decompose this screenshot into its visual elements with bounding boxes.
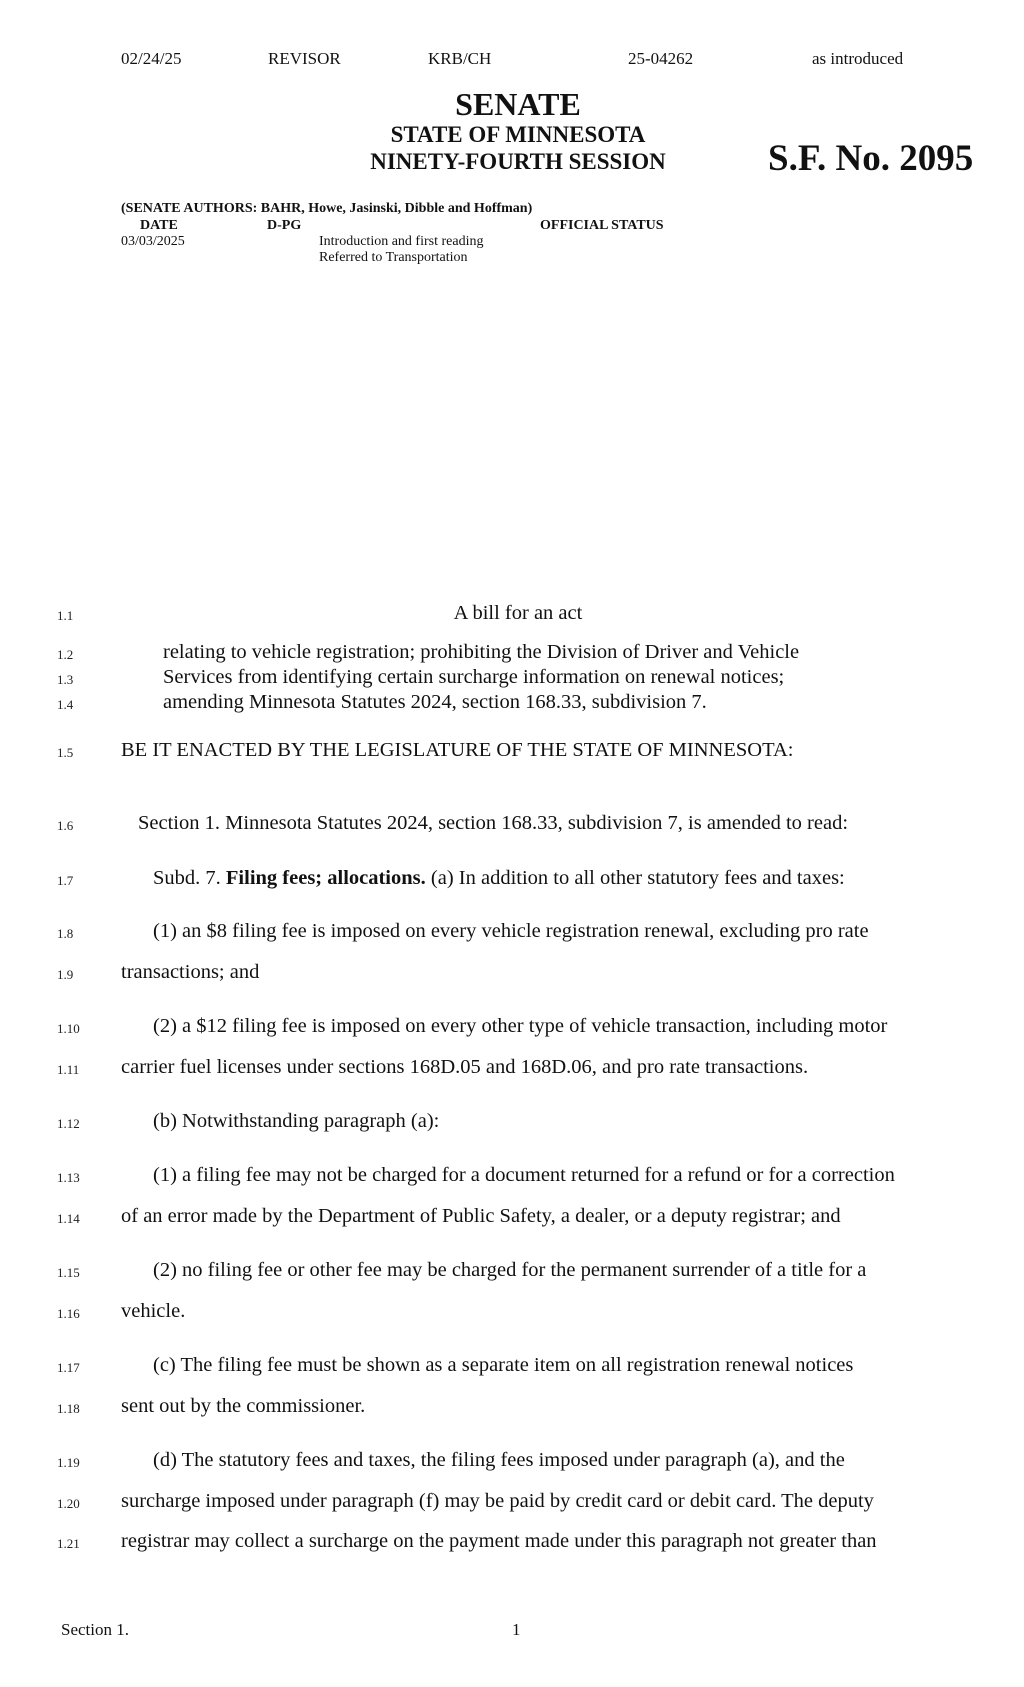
- subdivision-line: [153, 867, 845, 890]
- body-line: vehicle.: [121, 1300, 186, 1322]
- subd-heading: Filing fees; allocations.: [225, 867, 426, 889]
- body-line: (2) a $12 filing fee is imposed on every other type of vehicle transaction, including motor: [153, 1015, 888, 1037]
- state-title: STATE OF MINNESOTA: [390, 122, 646, 147]
- line-number: 1.6: [57, 818, 74, 833]
- body-line: (2) no filing fee or other fee may be charged for the permanent surrender of a title for a: [153, 1259, 867, 1281]
- line-number: 1.11: [57, 1062, 80, 1077]
- subd-prefix: Subd. 7.: [153, 867, 226, 889]
- bill-heading: A bill for an act: [453, 602, 583, 624]
- line-number: 1.19: [57, 1455, 80, 1470]
- header-version: as introduced: [812, 49, 904, 68]
- line-number: 1.13: [57, 1170, 80, 1185]
- body-line: (1) an $8 filing fee is imposed on every vehicle registration renewal, excluding pro rate: [153, 920, 869, 942]
- line-number: 1.9: [57, 967, 74, 982]
- bill-title-line: amending Minnesota Statutes 2024, section 168.33, subdivision 7.: [163, 691, 707, 713]
- line-number: 1.15: [57, 1265, 80, 1280]
- line-number: 1.18: [57, 1401, 80, 1416]
- body-line: (1) a filing fee may not be charged for a document returned for a refund or for a correction: [153, 1164, 895, 1186]
- header-doc-number: 25-04262: [628, 49, 694, 68]
- line-number: 1.1: [57, 608, 74, 623]
- dpg-column-header: D-PG: [267, 218, 302, 233]
- body-line: transactions; and: [121, 961, 260, 983]
- status-entry-2: Referred to Transportation: [319, 250, 468, 265]
- line-number: 1.17: [57, 1360, 80, 1375]
- line-number: 1.14: [57, 1211, 80, 1226]
- line-number: 1.7: [57, 873, 74, 888]
- body-line: (b) Notwithstanding paragraph (a):: [153, 1110, 440, 1132]
- date-column-header: DATE: [140, 218, 178, 233]
- header-initials: KRB/CH: [428, 49, 492, 68]
- body-line: of an error made by the Department of Public Safety, a dealer, or a deputy registrar; and: [121, 1205, 841, 1227]
- line-number: 1.4: [57, 697, 74, 712]
- section-heading: Section 1. Minnesota Statutes 2024, section 168.33, subdivision 7, is amended to read:: [138, 812, 849, 834]
- body-line: sent out by the commissioner.: [121, 1395, 366, 1417]
- line-number: 1.3: [57, 672, 74, 687]
- line-number: 1.5: [57, 745, 74, 760]
- body-line: registrar may collect a surcharge on the payment made under this paragraph not greater than: [121, 1530, 877, 1552]
- bill-title-line: Services from identifying certain surcharge information on renewal notices;: [163, 666, 785, 688]
- body-line: (d) The statutory fees and taxes, the filing fees imposed under paragraph (a), and the: [153, 1449, 845, 1471]
- header-revisor: REVISOR: [268, 49, 341, 68]
- body-line: surcharge imposed under paragraph (f) may be paid by credit card or debit card. The deputy: [121, 1490, 874, 1512]
- status-entry-1: Introduction and first reading: [319, 234, 484, 249]
- session-title: NINETY-FOURTH SESSION: [370, 149, 666, 174]
- line-number: 1.16: [57, 1306, 80, 1321]
- page-number: 1: [512, 1620, 521, 1639]
- line-number: 1.10: [57, 1021, 80, 1036]
- bill-title-line: relating to vehicle registration; prohibiting the Division of Driver and Vehicle: [163, 641, 800, 663]
- footer-section-label: Section 1.: [61, 1620, 129, 1639]
- body-line: (c) The filing fee must be shown as a separate item on all registration renewal notices: [153, 1354, 854, 1376]
- line-number: 1.21: [57, 1536, 80, 1551]
- status-entry-date: 03/03/2025: [121, 234, 185, 249]
- status-column-header: OFFICIAL STATUS: [540, 218, 664, 233]
- line-number: 1.20: [57, 1496, 80, 1511]
- line-number: 1.12: [57, 1116, 80, 1131]
- enacting-clause: BE IT ENACTED BY THE LEGISLATURE OF THE STATE OF MINNESOTA:: [121, 739, 794, 761]
- chamber-title: SENATE: [455, 86, 581, 122]
- header-date: 02/24/25: [121, 49, 182, 68]
- line-number: 1.8: [57, 926, 74, 941]
- file-number: S.F. No. 2095: [768, 138, 974, 179]
- subd-text: (a) In addition to all other statutory fees and taxes:: [425, 867, 845, 889]
- line-number: 1.2: [57, 647, 74, 662]
- body-line: carrier fuel licenses under sections 168D.05 and 168D.06, and pro rate transactions.: [121, 1056, 809, 1078]
- authors-line: (SENATE AUTHORS: BAHR, Howe, Jasinski, Dibble and Hoffman): [121, 201, 533, 216]
